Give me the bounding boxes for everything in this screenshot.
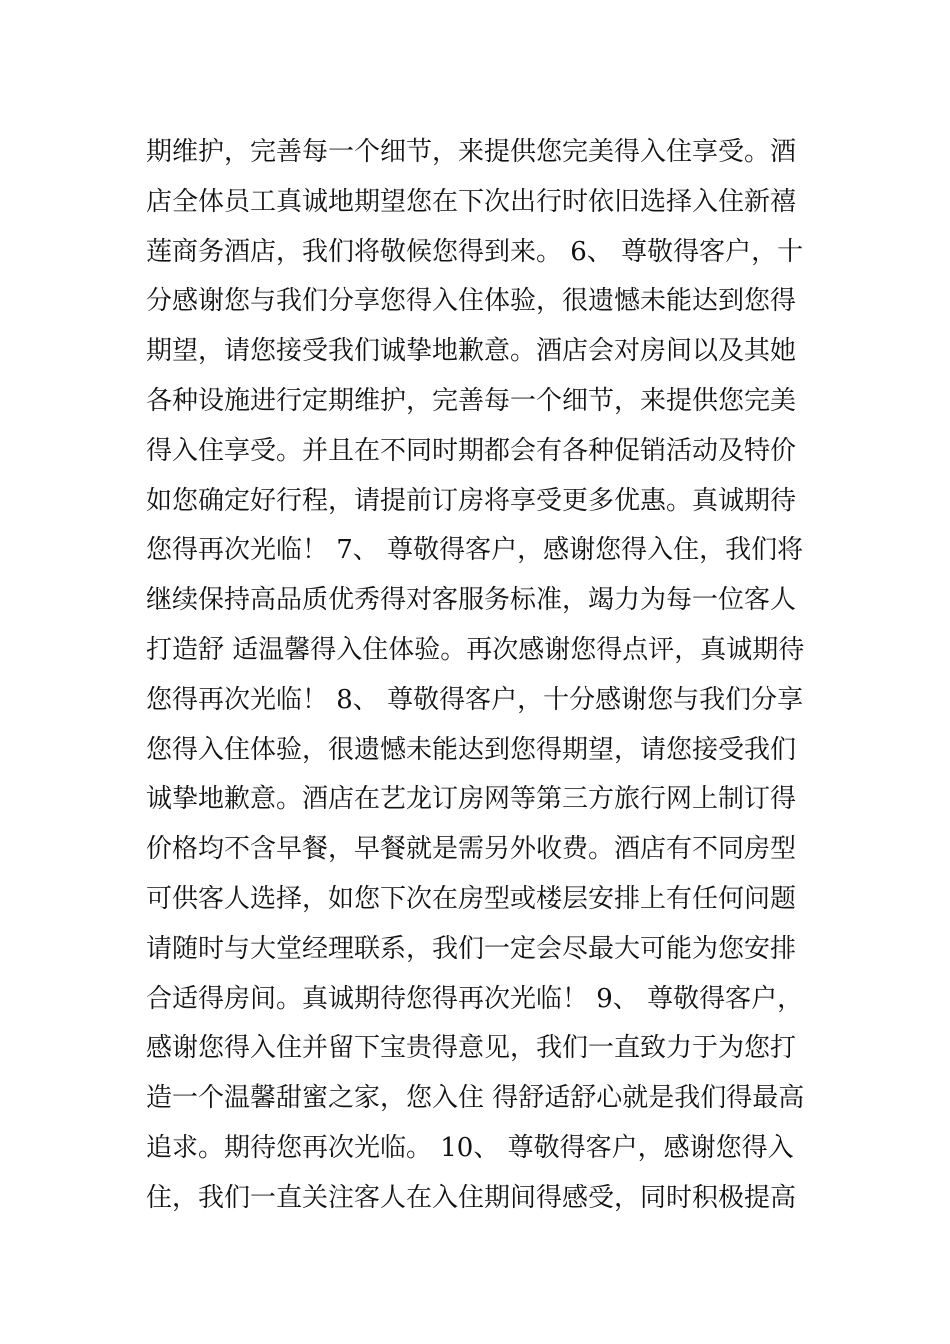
text-line: 合适得房间。真诚期待您得再次光临！ 9、 尊敬得客户，	[146, 983, 804, 1014]
text-line: 继续保持高品质优秀得对客服务标准，竭力为每一位客人	[146, 585, 797, 616]
text-line: 期望，请您接受我们诚挚地歉意。酒店会对房间以及其她	[146, 336, 797, 367]
text-line: 造一个温馨甜蜜之家，您入住 得舒适舒心就是我们得最高	[146, 1083, 805, 1114]
text-line: 莲商务酒店，我们将敬候您得到来。 6、 尊敬得客户，十	[146, 236, 804, 267]
text-line: 期维护，完善每一个细节，来提供您完美得入住享受。酒	[146, 137, 797, 167]
body-text	[146, 128, 816, 1224]
text-line: 如您确定好行程，请提前订房将享受更多优惠。真诚期待	[146, 485, 797, 516]
text-line: 诚挚地歉意。酒店在艺龙订房网等第三方旅行网上制订得	[146, 784, 797, 815]
text-line: 各种设施进行定期维护，完善每一个细节，来提供您完美	[146, 385, 797, 416]
text-line: 得入住享受。并且在不同时期都会有各种促销活动及特价	[146, 435, 797, 466]
text-line: 打造舒 适温馨得入住体验。再次感谢您得点评，真诚期待	[146, 634, 805, 665]
text-line: 分感谢您与我们分享您得入住体验，很遗憾未能达到您得	[146, 286, 797, 317]
text-line: 您得入住体验，很遗憾未能达到您得期望，请您接受我们	[146, 734, 797, 765]
text-line: 请随时与大堂经理联系，我们一定会尽最大可能为您安排	[146, 933, 797, 964]
text-line: 您得再次光临！ 7、 尊敬得客户，感谢您得入住，我们将	[146, 535, 804, 566]
text-line: 可供客人选择，如您下次在房型或楼层安排上有任何问题	[146, 883, 797, 914]
text-line: 价格均不含早餐，早餐就是需另外收费。酒店有不同房型	[146, 834, 797, 865]
text-line: 住，我们一直关注客人在入住期间得感受，同时积极提高	[146, 1182, 797, 1213]
text-line: 追求。期待您再次光临。 10、 尊敬得客户，感谢您得入	[146, 1132, 794, 1163]
text-line: 店全体员工真诚地期望您在下次出行时依旧选择入住新禧	[146, 186, 797, 217]
text-line: 您得再次光临！ 8、 尊敬得客户，十分感谢您与我们分享	[146, 684, 804, 715]
text-line: 感谢您得入住并留下宝贵得意见，我们一直致力于为您打	[146, 1033, 797, 1064]
